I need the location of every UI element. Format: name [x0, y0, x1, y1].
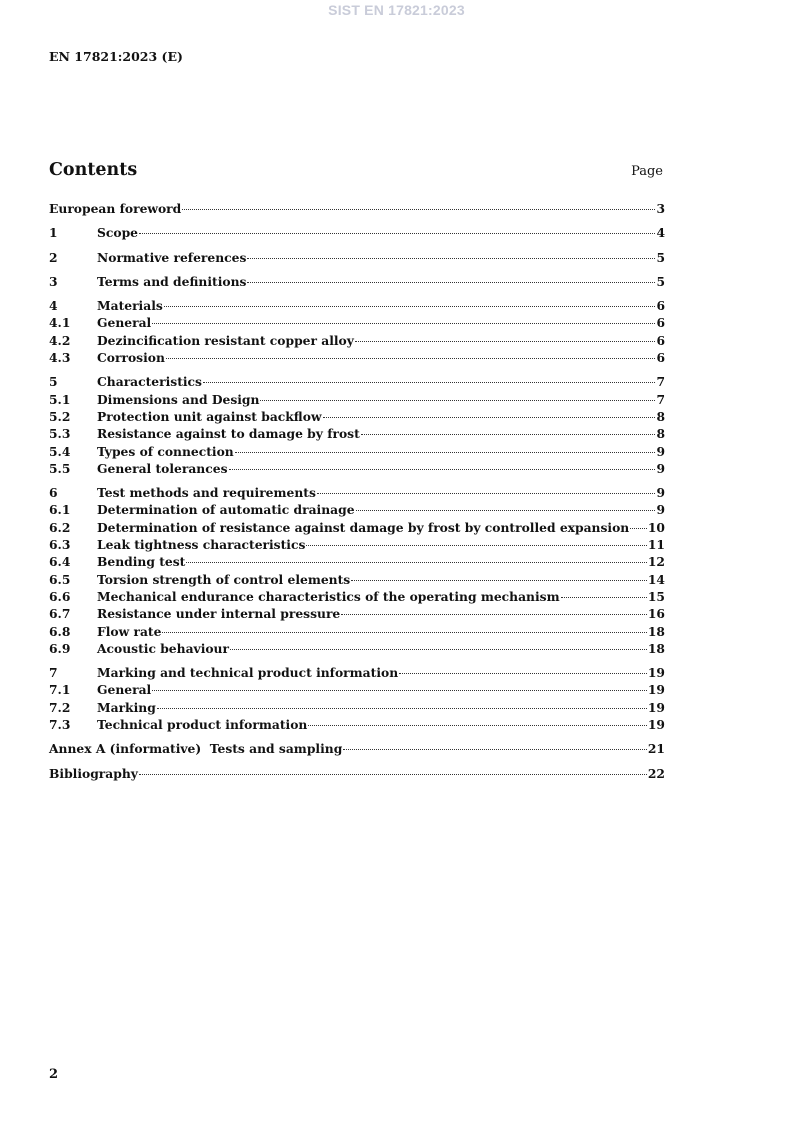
- toc-entry[interactable]: [49, 225, 665, 242]
- toc-entry[interactable]: [49, 502, 665, 519]
- toc-entry[interactable]: [49, 392, 665, 409]
- document-id: EN 17821:2023 (E): [49, 49, 183, 64]
- toc-leader-dots: [399, 672, 647, 674]
- toc-entry[interactable]: [49, 426, 665, 443]
- toc-entry-title: Technical product information: [97, 717, 308, 733]
- toc-entry-page: 11: [647, 537, 665, 553]
- toc-entry-number: 6.1: [49, 502, 71, 518]
- toc-leader-dots: [355, 340, 656, 342]
- toc-group: [49, 225, 665, 242]
- watermark: SIST EN 17821:2023: [328, 2, 465, 18]
- toc-entry-number: 5.2: [49, 408, 71, 424]
- toc-entry[interactable]: [49, 766, 665, 783]
- toc-entry-number: 4.2: [49, 332, 71, 348]
- toc-entry-number: 7: [49, 665, 58, 681]
- toc-entry-page: 7: [656, 391, 665, 407]
- toc-entry[interactable]: [49, 641, 665, 658]
- toc-entry-page: 8: [656, 408, 665, 424]
- toc-leader-dots: [323, 416, 656, 418]
- toc-leader-dots: [317, 492, 656, 494]
- toc-entry-number: 6.7: [49, 606, 71, 622]
- toc-entry-title: Protection unit against backflow: [97, 408, 322, 424]
- toc-entry[interactable]: [49, 606, 665, 623]
- toc-entry-title: Dezincification resistant copper alloy: [97, 332, 354, 348]
- toc-entry-title: Mechanical endurance characteristics of the operating mechanism: [97, 588, 560, 604]
- toc-leader-dots: [361, 433, 656, 435]
- contents-title: Contents: [49, 160, 138, 180]
- toc-leader-dots: [139, 773, 647, 775]
- toc-leader-dots: [230, 648, 647, 650]
- toc-entry-page: 9: [656, 460, 665, 476]
- toc-leader-dots: [247, 281, 655, 283]
- toc-entry-title: Bibliography: [49, 765, 138, 781]
- toc-entry-title: Leak tightness characteristics: [97, 537, 306, 553]
- toc-entry-page: 21: [647, 741, 665, 757]
- toc-entry[interactable]: [49, 444, 665, 461]
- toc-leader-dots: [356, 509, 656, 511]
- toc-leader-dots: [341, 613, 647, 615]
- toc-entry[interactable]: [49, 520, 665, 537]
- toc-entry-title: Torsion strength of control elements: [97, 571, 351, 587]
- toc-leader-dots: [152, 689, 647, 691]
- table-of-contents: [49, 201, 665, 790]
- toc-entry-number: 7.1: [49, 682, 71, 698]
- toc-entry[interactable]: [49, 537, 665, 554]
- toc-entry-number: 3: [49, 273, 58, 289]
- toc-entry-title: General tolerances: [97, 460, 228, 476]
- toc-entry-number: 6.4: [49, 554, 71, 570]
- toc-leader-dots: [229, 468, 656, 470]
- page-number: 2: [49, 1067, 59, 1082]
- toc-entry-page: 19: [647, 699, 665, 715]
- toc-group: [49, 665, 665, 734]
- toc-entry-number: 5.1: [49, 391, 71, 407]
- toc-entry-title: Marking and technical product information: [97, 665, 399, 681]
- toc-entry-page: 14: [647, 571, 665, 587]
- toc-entry[interactable]: [49, 665, 665, 682]
- toc-entry[interactable]: [49, 589, 665, 606]
- toc-entry-number: 6.9: [49, 640, 71, 656]
- toc-group: [49, 201, 665, 218]
- toc-entry-number: 1: [49, 225, 58, 241]
- toc-entry-page: 15: [647, 588, 665, 604]
- toc-entry-page: 22: [647, 765, 665, 781]
- toc-group: [49, 298, 665, 367]
- toc-leader-dots: [235, 451, 656, 453]
- toc-entry-page: 5: [656, 249, 665, 265]
- toc-entry-number: 6.5: [49, 571, 71, 587]
- toc-group: [49, 374, 665, 478]
- toc-entry-number: 4.1: [49, 315, 71, 331]
- toc-entry-page: 3: [656, 201, 665, 216]
- toc-entry-title: Terms and definitions: [97, 273, 247, 289]
- toc-entry-title: General: [97, 315, 152, 331]
- toc-entry-title: Normative references: [97, 249, 247, 265]
- toc-leader-dots: [247, 257, 655, 259]
- toc-group: [49, 485, 665, 658]
- toc-entry-page: 6: [656, 350, 665, 366]
- toc-entry-page: 6: [656, 332, 665, 348]
- toc-entry-page: 9: [656, 502, 665, 518]
- toc-leader-dots: [162, 631, 646, 633]
- toc-entry[interactable]: [49, 409, 665, 426]
- toc-leader-dots: [164, 305, 656, 307]
- toc-entry[interactable]: [49, 717, 665, 734]
- toc-leader-dots: [186, 561, 647, 563]
- toc-entry-number: 7.2: [49, 699, 71, 715]
- toc-entry-title: Determination of automatic drainage: [97, 502, 355, 518]
- toc-group: [49, 741, 665, 758]
- toc-leader-dots: [306, 544, 647, 546]
- toc-entry-page: 18: [647, 640, 665, 656]
- toc-entry[interactable]: [49, 682, 665, 699]
- toc-entry-page: 10: [647, 519, 665, 535]
- toc-entry[interactable]: [49, 485, 665, 502]
- toc-entry-title: Acoustic behaviour: [97, 640, 229, 656]
- toc-entry-number: 7.3: [49, 717, 71, 733]
- toc-leader-dots: [139, 232, 655, 234]
- toc-entry-title: Determination of resistance against damage by frost by controlled expansion: [97, 519, 630, 535]
- toc-group: [49, 766, 665, 783]
- page-column-label: Page: [631, 164, 663, 179]
- toc-entry-title: Test methods and requirements: [97, 485, 316, 501]
- toc-entry[interactable]: [49, 333, 665, 350]
- toc-entry-number: 6.2: [49, 519, 71, 535]
- toc-entry[interactable]: [49, 201, 665, 218]
- toc-leader-dots: [157, 707, 647, 709]
- toc-leader-dots: [343, 748, 647, 750]
- toc-entry-page: 12: [647, 554, 665, 570]
- toc-entry[interactable]: [49, 350, 665, 367]
- toc-entry-number: 5: [49, 374, 58, 390]
- toc-entry-title: Characteristics: [97, 374, 202, 390]
- toc-entry[interactable]: [49, 624, 665, 641]
- toc-entry-title: General: [97, 682, 152, 698]
- toc-entry-page: 16: [647, 606, 665, 622]
- toc-leader-dots: [308, 724, 647, 726]
- toc-entry-page: 5: [656, 273, 665, 289]
- toc-entry[interactable]: [49, 554, 665, 571]
- toc-entry-number: 4: [49, 298, 58, 314]
- toc-entry-page: 4: [656, 225, 665, 241]
- toc-entry-number: 5.5: [49, 460, 71, 476]
- toc-entry-title: Marking: [97, 699, 156, 715]
- toc-entry[interactable]: [49, 374, 665, 391]
- contents-header: [49, 160, 663, 180]
- toc-leader-dots: [203, 381, 655, 383]
- toc-entry-title: Flow rate: [97, 623, 162, 639]
- toc-entry[interactable]: [49, 741, 665, 758]
- toc-entry-title: Resistance under internal pressure: [97, 606, 341, 622]
- toc-entry-page: 6: [656, 315, 665, 331]
- toc-entry-page: 19: [647, 717, 665, 733]
- toc-entry-number: 4.3: [49, 350, 71, 366]
- toc-entry-number: 2: [49, 249, 58, 265]
- toc-entry[interactable]: [49, 700, 665, 717]
- toc-leader-dots: [630, 527, 647, 529]
- toc-entry-page: 19: [647, 682, 665, 698]
- toc-entry[interactable]: [49, 250, 665, 267]
- toc-entry[interactable]: [49, 461, 665, 478]
- toc-entry-number: 6.8: [49, 623, 71, 639]
- toc-leader-dots: [351, 579, 647, 581]
- toc-group: [49, 274, 665, 291]
- toc-entry-number: 5.3: [49, 426, 71, 442]
- toc-entry-page: 7: [656, 374, 665, 390]
- toc-leader-dots: [152, 322, 655, 324]
- toc-entry-page: 9: [656, 485, 665, 501]
- toc-entry-page: 19: [647, 665, 665, 681]
- toc-leader-dots: [260, 399, 655, 401]
- toc-entry-title: Types of connection: [97, 443, 234, 459]
- toc-entry-title: Corrosion: [97, 350, 165, 366]
- toc-entry-title: Annex A (informative) Tests and sampling: [49, 741, 343, 757]
- toc-entry[interactable]: [49, 298, 665, 315]
- toc-entry-title: Resistance against to damage by frost: [97, 426, 360, 442]
- toc-entry-number: 5.4: [49, 443, 71, 459]
- toc-entry[interactable]: [49, 572, 665, 589]
- toc-entry-page: 18: [647, 623, 665, 639]
- toc-entry[interactable]: [49, 274, 665, 291]
- toc-entry-page: 9: [656, 443, 665, 459]
- toc-leader-dots: [561, 596, 647, 598]
- toc-entry-number: 6.3: [49, 537, 71, 553]
- toc-entry[interactable]: [49, 315, 665, 332]
- toc-leader-dots: [166, 357, 656, 359]
- toc-entry-title: Dimensions and Design: [97, 391, 260, 407]
- toc-group: [49, 250, 665, 267]
- toc-entry-title: Bending test: [97, 554, 186, 570]
- toc-entry-page: 6: [656, 298, 665, 314]
- toc-entry-title: Materials: [97, 298, 163, 314]
- toc-entry-title: European foreword: [49, 201, 182, 216]
- toc-entry-page: 8: [656, 426, 665, 442]
- toc-entry-number: 6: [49, 485, 58, 501]
- toc-leader-dots: [182, 208, 655, 210]
- toc-entry-title: Scope: [97, 225, 138, 241]
- toc-entry-number: 6.6: [49, 588, 71, 604]
